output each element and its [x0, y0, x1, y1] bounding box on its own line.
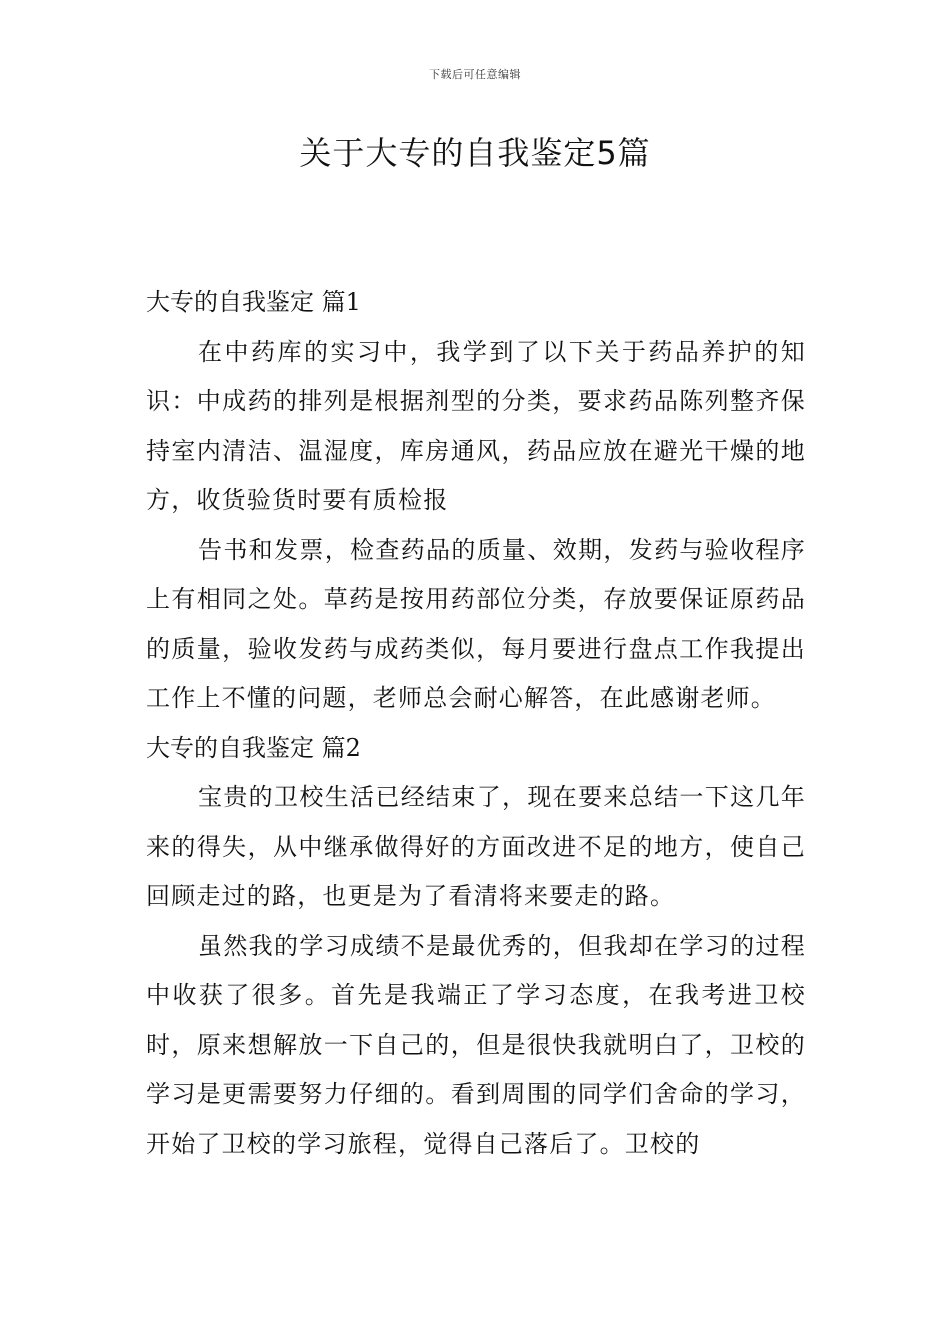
paragraph: 虽然我的学习成绩不是最优秀的，但我却在学习的过程中收获了很多。首先是我端正了学习态度，在我考进卫校时，原来想解放一下自己的，但是很快我就明白了，卫校的学习是更需要努力仔细的。看到周围的同学们舍命的学习，开始了卫校的学习旅程，觉得自己落后了。卫校的	[146, 931, 806, 1158]
document-title: 关于大专的自我鉴定5篇	[299, 134, 651, 172]
section-heading: 大专的自我鉴定 篇2	[146, 733, 361, 762]
document-body	[146, 278, 806, 1169]
section-2	[146, 724, 806, 1170]
paragraph: 宝贵的卫校生活已经结束了，现在要来总结一下这几年来的得失，从中继承做得好的方面改进不足的地方，使自己回顾走过的路，也更是为了看清将来要走的路。	[146, 783, 806, 910]
header-note: 下载后可任意编辑	[429, 68, 521, 81]
section-heading: 大专的自我鉴定 篇1	[146, 288, 361, 316]
paragraph: 告书和发票，检查药品的质量、效期，发药与验收程序上有相同之处。草药是按用药部位分类，存放要保证原药品的质量，验收发药与成药类似，每月要进行盘点工作我提出工作上不懂的问题，老师总会耐心解答，在此感谢老师。	[146, 535, 806, 712]
section-1	[146, 278, 806, 724]
paragraph: 在中药库的实习中，我学到了以下关于药品养护的知识：中成药的排列是根据剂型的分类，要求药品陈列整齐保持室内清洁、温湿度，库房通风，药品应放在避光干燥的地方，收货验货时要有质检报	[146, 337, 806, 514]
